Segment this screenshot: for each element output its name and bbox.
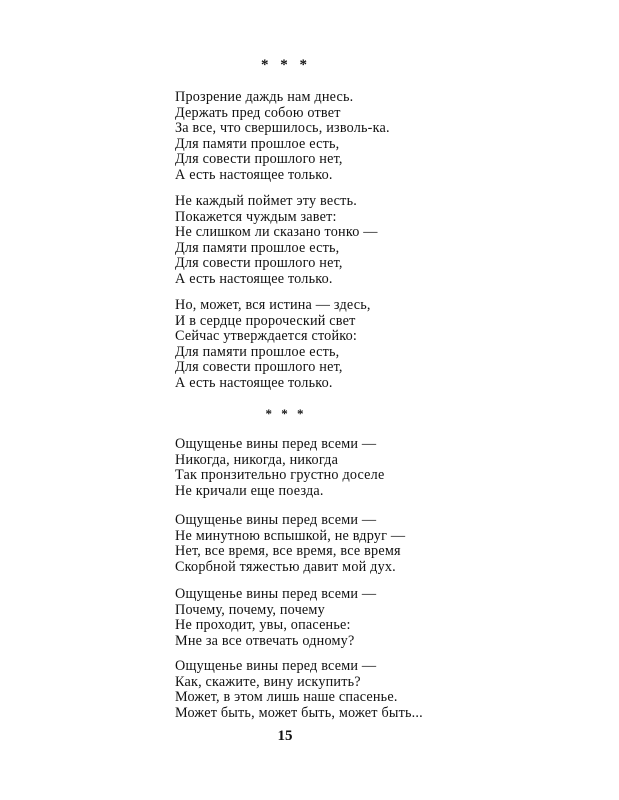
verse-line: А есть настоящее только. [175, 270, 333, 287]
verse-line: Ощущенье вины перед всеми — [175, 512, 377, 528]
verse-line: Так пронзительно грустно доселе [175, 467, 385, 483]
poem2-stanza-2 [175, 513, 475, 575]
verse-line: Мне за все отвечать одному? [175, 632, 355, 649]
verse-line: Для совести прошлого нет, [175, 151, 343, 167]
verse-line: Для памяти прошлое есть, [175, 135, 340, 152]
verse-line: Не каждый поймет эту весть. [175, 193, 357, 209]
verse-line: Не минутною вспышкой, не вдруг — [175, 527, 406, 544]
verse-line: Покажется чуждым завет: [175, 208, 337, 225]
verse-line: Держать пред собою ответ [175, 104, 341, 121]
verse-line: Ощущенье вины перед всеми — [175, 586, 377, 602]
verse-line: Нет, все время, все время, все время [175, 543, 401, 559]
verse-line: Для памяти прошлое есть, [175, 239, 340, 256]
verse-line: А есть настоящее только. [175, 374, 333, 391]
verse-line: Ощущенье вины перед всеми — [175, 658, 377, 674]
poem1-stanza-3 [175, 298, 475, 391]
verse-line: Никогда, никогда, никогда [175, 451, 339, 468]
verse-line: Как, скажите, вину искупить? [175, 673, 361, 690]
poem2-stanza-3 [175, 587, 475, 649]
poem2-stanza-4 [175, 659, 475, 721]
poem2-stanza-1 [175, 437, 475, 499]
verse-line: Не проходит, увы, опасенье: [175, 617, 351, 633]
verse-line: Не кричали еще поезда. [175, 482, 324, 499]
verse-line: И в сердце пророческий свет [175, 312, 356, 329]
poem-divider-2: * * * [265, 406, 307, 421]
verse-line: Может быть, может быть, может быть... [175, 704, 423, 721]
poem-divider-1: * * * [261, 57, 311, 73]
poem1-stanza-1 [175, 90, 475, 183]
verse-line: Может, в этом лишь наше спасенье. [175, 689, 398, 705]
verse-line: Но, может, вся истина — здесь, [175, 297, 371, 313]
poem1-stanza-2 [175, 194, 475, 287]
verse-line: За все, что свершилось, изволь-ка. [175, 120, 390, 136]
verse-line: Для совести прошлого нет, [175, 255, 343, 271]
verse-line: Сейчас утверждается стойко: [175, 328, 358, 344]
verse-line: Ощущенье вины перед всеми — [175, 436, 377, 452]
verse-line: Не слишком ли сказано тонко — [175, 224, 378, 240]
verse-line: Для совести прошлого нет, [175, 359, 343, 375]
verse-line: Скорбной тяжестью давит мой дух. [175, 558, 396, 575]
verse-line: А есть настоящее только. [175, 166, 333, 183]
verse-line: Прозрение даждь нам днесь. [175, 89, 354, 105]
verse-line: Для памяти прошлое есть, [175, 343, 340, 360]
verse-line: Почему, почему, почему [175, 601, 325, 618]
page-number: 15 [277, 728, 293, 744]
